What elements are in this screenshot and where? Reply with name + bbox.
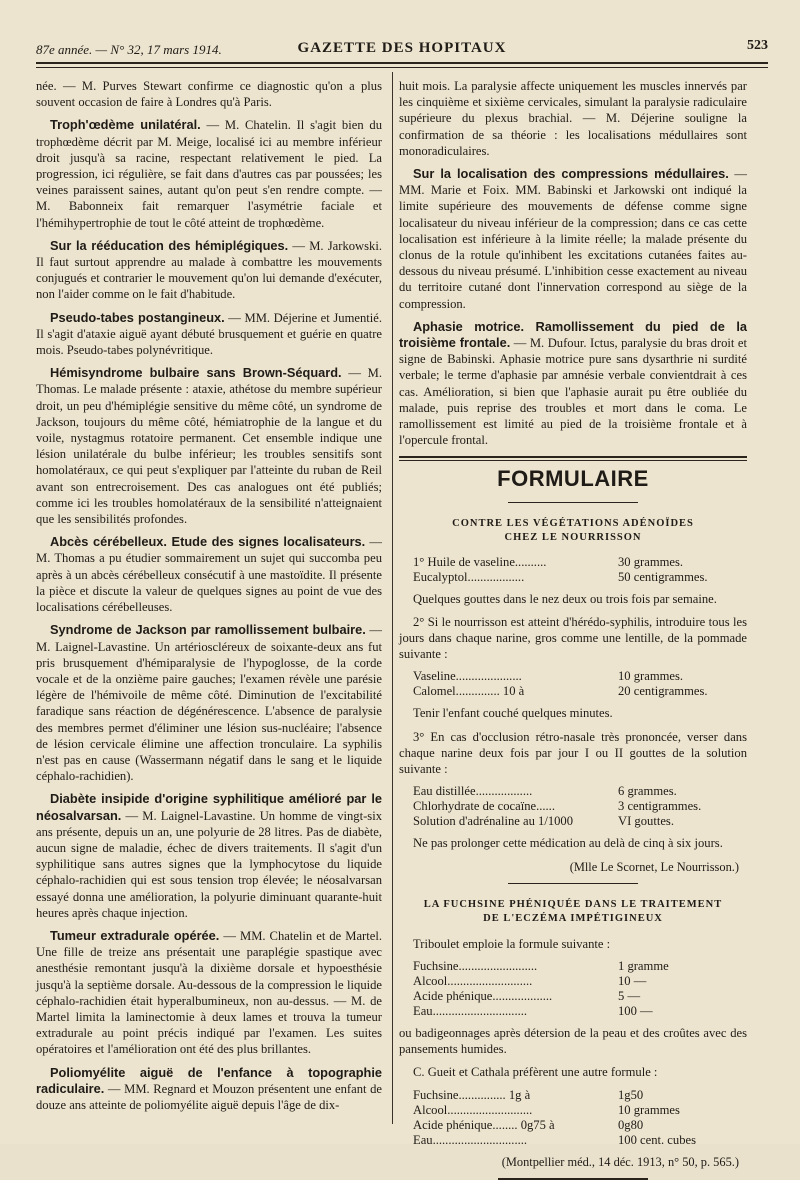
paragraph: née. — M. Purves Stewart confirme ce diagnostic qu'on a plus souvent occasion de faire à Londres qu'à Paris. (36, 79, 382, 110)
paragraph-body: — MM. Marie et Foix. MM. Babinski et Jarkowski ont indiqué la limite supérieure des mouvements de défense comme signe localisateur du niveau inférieur de la compression; dans ce cas cette localisation est inférieure à la limite réelle; la malade présente du clonus de la rotule qu'inhibent les excitations cutanées faites au-dessous du niveau présumé. L'inhibition cesse exactement au niveau du territoire cutané dont l'innervation correspond au siège de la compression. (399, 167, 747, 311)
prescription-line (413, 1118, 747, 1133)
prescription-block (413, 1088, 747, 1148)
paragraph-body: — MM. Chatelin et de Martel. Une fille de treize ans présentait une paraplégie spastique avec anesthésie remontant jusqu'à la dixième dorsale et hypoesthésie jusqu'à la septième dorsale. Au-dessous de la compression le liquide céphalo-rachidien était hyperalbumineux, non au-dessus. — M. de Martel limita la laminectomie à deux lames et trouva la tumeur extradurale au point précis indiqué par l'examen. Les suites opératoires et l'amélioration ont été des plus brillantes. (36, 928, 382, 1057)
paragraph: huit mois. La paralysie affecte uniquement les muscles innervés par les cinquième et sixième cervicales, simulant la paralysie radiculaire supérieure du plexus brachial. — M. Déjerine souligne la confirmation de sa théorie : les localisations médullaires sont monoradiculaires. (399, 79, 747, 158)
column-divider (392, 72, 393, 1124)
formula-title-line: LA FUCHSINE PHÉNIQUÉE DANS LE TRAITEMENT (423, 898, 723, 910)
end-rule (498, 1178, 648, 1180)
ingredient-quantity: 100 — (618, 1003, 653, 1018)
section-title: Pseudo-tabes postangineux. (50, 309, 225, 325)
paragraph (36, 534, 382, 615)
prescription-line (413, 669, 747, 684)
paragraph: Quelques gouttes dans le nez deux ou trois fois par semaine. (413, 591, 717, 606)
prescription-line (413, 1088, 747, 1103)
section-title: Aphasie motrice. Ramollissement du pied de la troisième frontale. (399, 318, 747, 351)
prescription-line (413, 814, 747, 829)
formula-title (399, 517, 747, 545)
formulaire-heading: FORMULAIRE (497, 466, 649, 492)
paragraph (399, 166, 747, 312)
short-rule (508, 883, 638, 884)
page-number: 523 (747, 38, 768, 53)
ingredient-quantity: 1g50 (618, 1087, 644, 1102)
prescription-block (413, 784, 747, 829)
short-rule (508, 502, 638, 503)
paragraph (36, 117, 382, 230)
prescription-line (413, 570, 747, 585)
citation: (Mlle Le Scornet, Le Nourrisson.) (569, 859, 739, 874)
ingredient-quantity: 5 — (618, 988, 641, 1003)
formula-title-line: CHEZ LE NOURRISSON (504, 531, 642, 543)
ingredient-quantity: 10 grammes (618, 1102, 680, 1117)
ingredient-name: Fuchsine............... 1g à (413, 1087, 531, 1102)
ingredient-quantity: 20 centigrammes. (618, 684, 708, 699)
paragraph-body: — M. Jarkowski. Il faut surtout apprendre au malade à combattre les mouvements conjugués et contrarier le mouvement qu'on lui demande d'exécuter, non l'aider comme on le fait d'habitude. (36, 238, 382, 302)
paragraph (399, 319, 747, 449)
ingredient-quantity: 30 grammes. (618, 554, 684, 569)
issue-info: 87e année. — N° 32, 17 mars 1914. (36, 42, 222, 57)
ingredient-name: Eau.............................. (413, 1003, 528, 1018)
paragraph-body: — M. Thomas a pu étudier sommairement un sujet qui succomba peu après à un abcès cérébelleux consécutif à une mastoïdite. Il présente la pièce et discute la valeur de quelques signes au point de vue des localisations cérébelleuses. (36, 535, 382, 615)
section-title: Hémisyndrome bulbaire sans Brown-Séquard. (50, 365, 342, 381)
ingredient-name: Fuchsine......................... (413, 958, 538, 973)
ingredient-quantity: 100 cent. cubes (618, 1132, 696, 1147)
formulaire-rule-thick (399, 456, 747, 458)
section-title: Syndrome de Jackson par ramollissement bulbaire. (50, 622, 366, 638)
paragraph: Triboulet emploie la formule suivante : (413, 936, 611, 951)
ingredient-name: Eau distillée.................. (413, 784, 533, 799)
paragraph-body: — M. Chatelin. Il s'agit bien du trophœdème décrit par M. Meige, localisé ici au membre inférieur droit jusqu'à sa racine, respectant relativement le pied. La progression, ici régulière, se fait dans d'autres cas par poussées; les veines paraissent saines, autant qu'on peut s'en rendre compte. — M. Babonneix fait remarquer l'asymétrie faciale et l'hémihypertrophie de tout le côté atteint de trophœdème. (36, 118, 382, 230)
ingredient-quantity: 1 gramme (618, 958, 669, 973)
prescription-block (413, 959, 747, 1019)
section-title: Abcès cérébelleux. Etude des signes localisateurs. (50, 534, 366, 550)
paragraph: Tenir l'enfant couché quelques minutes. (413, 706, 613, 721)
section-title: Diabète insipide d'origine syphilitique amélioré par le néosalvarsan. (36, 791, 382, 823)
prescription-line (413, 555, 747, 570)
paragraph: Ne pas prolonger cette médication au delà de cinq à six jours. (413, 836, 723, 851)
paragraph-body: — M. Laignel-Lavastine. Un homme de vingt-six ans présente, depuis un an, une polyurie de 28 litres. Pas de diabète, aucun signe de maladie, échec de divers traitements. Il s'agit d'un syphilitique sans autres signes que la lymphocytose du liquide céphalo-rachidien qui est sous tension trop élevée; le néosalvarsan essayé donna une amélioration, la polyurie diminuant quarante-huit heures après chaque injection. (36, 808, 382, 920)
ingredient-name: Alcool........................... (413, 973, 533, 988)
prescription-line (413, 1103, 747, 1118)
formulaire-rule-thin (399, 460, 747, 461)
paragraph (36, 365, 382, 527)
paragraph: ou badigeonnages après détersion de la peau et des croûtes avec des pansements humides. (399, 1025, 747, 1057)
prescription-line (413, 989, 747, 1004)
ingredient-name: Alcool........................... (413, 1102, 533, 1117)
ingredient-quantity: 3 centigrammes. (618, 799, 702, 814)
ingredient-name: Eucalyptol.................. (413, 569, 525, 584)
section-title: Poliomyélite aiguë de l'enfance à topographie radiculaire. (36, 1064, 382, 1096)
section-title: Sur la localisation des compressions médullaires. (413, 166, 729, 182)
paragraph-body: — MM. Regnard et Mouzon présentent une enfant de douze ans atteinte de poliomyélite aiguë depuis l'âge de dix- (36, 1081, 382, 1112)
prescription-line (413, 1133, 747, 1148)
ingredient-quantity: 0g80 (618, 1117, 644, 1132)
paragraph (36, 622, 382, 784)
section-title: Troph'œdème unilatéral. (50, 117, 201, 133)
paragraph: C. Gueit et Cathala préfèrent une autre formule : (413, 1065, 658, 1080)
paragraph (36, 238, 382, 303)
prescription-line (413, 1004, 747, 1019)
ingredient-quantity: 6 grammes. (618, 784, 677, 799)
left-column (36, 78, 382, 1120)
ingredient-quantity: 10 grammes. (618, 669, 684, 684)
header-rule-thin (36, 67, 768, 68)
formula-title-line: CONTRE LES VÉGÉTATIONS ADÉNOÏDES (452, 517, 694, 529)
paragraph-body: — M. Thomas. Le malade présente : ataxie, athétose du membre supérieur droit, un peu d'hémiplégie sensitive du même côté, un syndrome de Jackson, toujours du même côté, hémiatrophie de la langue et du voile, nystagmus rotatoire permanent. Cet ensemble indique une lésion unilatérale du bulbe inférieur; les troubles sensitifs sont homolatéraux, ce qui peut s'expliquer par l'atteinte du ruban de Reil avant son entrecroisement. Des cas analogues ont été publiés; comme ici les troubles homolatéraux de la sensibilité n'atteignaient que les sensibilités profondes. (36, 366, 382, 527)
ingredient-name: 1° Huile de vaseline.......... (413, 554, 547, 569)
ingredient-name: Vaseline..................... (413, 669, 522, 684)
header-rule-thick (36, 62, 768, 64)
paragraph (36, 1065, 382, 1114)
ingredient-name: Acide phénique................... (413, 988, 553, 1003)
paragraph-body: — M. Dufour. Ictus, paralysie du bras droit et signe de Babinski. Aphasie motrice pure sans dysarthrie ni surdité verbale; le terme d'aphasie par amnésie verbale convientdrait à ces cas. Amélioration, si bien que l'aphasie aurait pu être oubliée du malade, puis reprise des troubles et mort dans le coma. Le ramollissement est limité au pied de la troisième frontale et à l'opercule frontal. (399, 336, 747, 448)
prescription-line (413, 684, 747, 699)
prescription-line (413, 974, 747, 989)
section-title: Sur la rééducation des hémiplégiques. (50, 237, 289, 253)
formula-title-line: DE L'ECZÉMA IMPÉTIGINEUX (483, 912, 663, 924)
paragraph (36, 791, 382, 921)
paragraph: 3° En cas d'occlusion rétro-nasale très prononcée, verser dans chaque narine deux fois par jour I ou II gouttes de la solution suivante : (399, 729, 747, 777)
prescription-block (413, 555, 747, 585)
ingredient-name: Calomel.............. 10 à (413, 684, 525, 699)
prescription-line (413, 799, 747, 814)
formula-title (399, 898, 747, 926)
right-column (399, 78, 747, 1180)
prescription-line (413, 784, 747, 799)
section-title: Tumeur extradurale opérée. (50, 927, 220, 943)
paragraph: 2° Si le nourrisson est atteint d'hérédo-syphilis, introduire tous les jours dans chaque narine, gros comme une lentille, de la pommade suivante : (399, 614, 747, 662)
journal-title: GAZETTE DES HOPITAUX (297, 40, 507, 56)
ingredient-name: Solution d'adrénaline au 1/1000 (413, 814, 574, 829)
paragraph (36, 928, 382, 1058)
ingredient-name: Chlorhydrate de cocaïne...... (413, 799, 555, 814)
ingredient-quantity: 50 centigrammes. (618, 569, 708, 584)
ingredient-quantity: 10 — (618, 973, 647, 988)
ingredient-name: Acide phénique........ 0g75 à (413, 1117, 555, 1132)
paragraph-body: — M. Laignel-Lavastine. Un artérioscléreux de soixante-deux ans fut pris brusquement d'hémiparalysie de l'hypoglosse, de la corde vocale et de la onzième paire gauches; l'examen révèle une parésie légère de l'hémivoile de même côté. Diminution de l'excitabilité faradique sans réaction de dégénérescence. L'absence de paralysie des membres permet d'éliminer une lésion sus-nucléaire; l'absence de lésion cervicale élimine une affection tronculaire. La syphilis n'est pas en cause (Wassermann négatif dans le sang et le liquide céphalo-rachidien). (36, 623, 382, 784)
ingredient-name: Eau.............................. (413, 1132, 528, 1147)
prescription-block (413, 669, 747, 699)
paragraph-body: — MM. Déjerine et Jumentié. Il s'agit d'ataxie aiguë ayant débuté brusquement et guérie en quatre mois. Pseudo-tabes polynévritique. (36, 310, 382, 358)
page-header (36, 34, 768, 64)
prescription-line (413, 959, 747, 974)
paragraph (36, 310, 382, 359)
citation: (Montpellier méd., 14 déc. 1913, n° 50, p. 565.) (501, 1154, 739, 1169)
ingredient-quantity: VI gouttes. (618, 814, 674, 829)
